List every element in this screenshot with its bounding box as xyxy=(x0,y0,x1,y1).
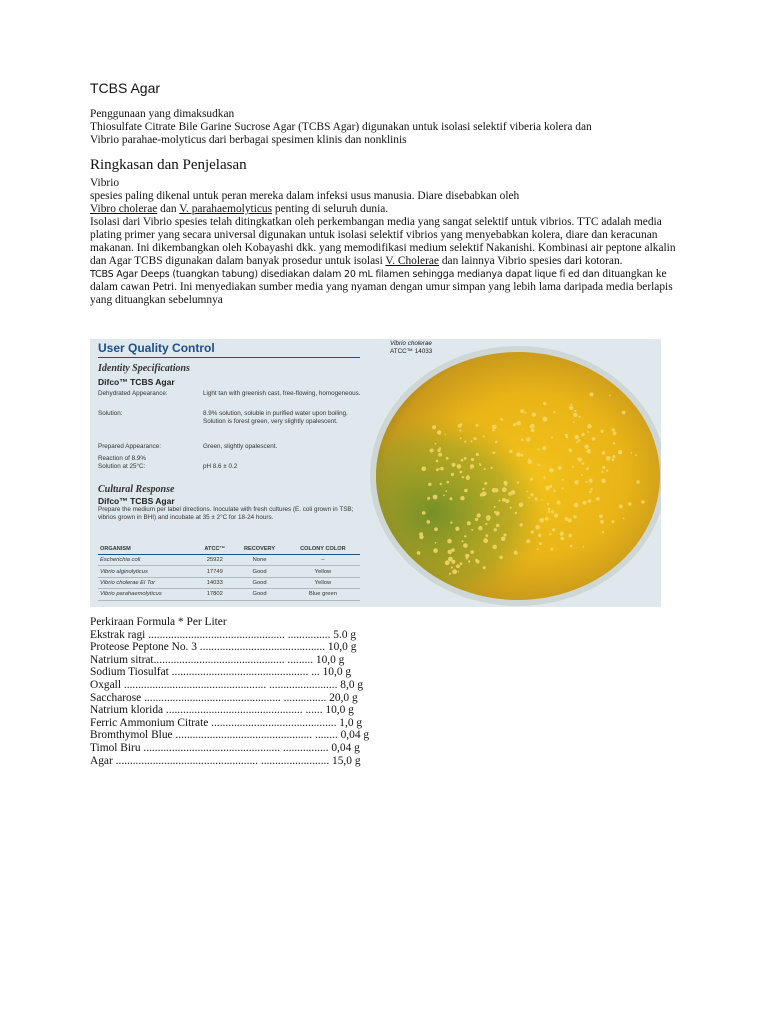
colony-dot xyxy=(464,489,468,493)
colony-dot xyxy=(460,423,463,426)
cultural-product: Difco™ TCBS Agar xyxy=(98,496,175,506)
colony-dot xyxy=(451,548,455,552)
spec-value: Light tan with greenish cast, free-flowing, homogeneous. xyxy=(203,390,361,397)
colony-dot xyxy=(560,532,564,536)
colony-dot xyxy=(537,548,539,550)
colony-dot xyxy=(436,460,439,463)
colony-dot xyxy=(612,428,615,431)
colony-dot xyxy=(464,441,466,443)
colony-dot xyxy=(494,506,496,508)
colony-dot xyxy=(451,566,453,568)
colony-dot xyxy=(479,463,481,465)
colony-dot xyxy=(530,424,534,428)
paragraph-3-head: TCBS Agar Deeps (tuangkan tabung) disediakan dalam 20 mL filamen sehingga medianya dapat lique fi ed dan xyxy=(90,269,600,280)
colony-dot xyxy=(585,445,589,449)
colony-dot xyxy=(531,530,534,533)
colony-dot xyxy=(543,476,545,478)
colony-dot xyxy=(477,513,481,517)
colony-dot xyxy=(592,437,596,441)
colony-dot xyxy=(526,539,530,543)
colony-dot xyxy=(600,520,604,524)
colony-dot xyxy=(430,449,434,453)
colony-dot xyxy=(611,458,614,461)
colony-dot xyxy=(516,452,521,457)
colony-dot xyxy=(422,511,426,515)
colony-dot xyxy=(630,452,632,454)
colony-dot xyxy=(443,495,445,497)
quality-control-figure xyxy=(90,339,661,607)
col-organism: ORGANISM xyxy=(98,544,196,555)
formula-line: Agar .................................................. ........................ 15,0 g xyxy=(90,754,361,767)
colony-dot xyxy=(433,495,438,500)
colony-dot xyxy=(457,464,462,469)
colony-dot xyxy=(475,559,478,562)
colony-dot xyxy=(521,454,524,457)
colony-dot xyxy=(551,437,553,439)
colony-dot xyxy=(550,548,553,551)
colony-dot xyxy=(463,543,468,548)
colony-dot xyxy=(601,471,603,473)
colony-dot xyxy=(562,479,564,481)
colony-dot xyxy=(596,497,600,501)
colony-dot xyxy=(519,503,524,508)
colony-dot xyxy=(618,450,622,454)
colony-dot xyxy=(505,499,509,503)
dish-atcc-label: ATCC™ 14033 xyxy=(390,347,433,355)
colony-dot xyxy=(485,534,488,537)
colony-dot xyxy=(569,406,573,410)
colony-dot xyxy=(471,529,473,531)
formula-line: Ferric Ammonium Citrate ............................................ 1,0 g xyxy=(90,716,363,729)
colony-dot xyxy=(417,551,421,555)
colony-dot xyxy=(622,411,626,415)
colony-dot xyxy=(493,452,496,455)
colony-dot xyxy=(492,545,497,550)
colony-dot xyxy=(531,493,534,496)
colony-dot xyxy=(464,457,467,460)
identity-heading: Identity Specifications xyxy=(98,363,190,374)
vibrio-label: Vibrio xyxy=(90,177,120,189)
colony-dot xyxy=(440,467,444,471)
colony-dot xyxy=(606,456,611,461)
colony-dot xyxy=(602,451,605,454)
organism-table xyxy=(98,544,360,601)
colony-dot xyxy=(435,542,437,544)
colony-dot xyxy=(427,497,430,500)
colony-dot xyxy=(502,498,506,502)
link-v-parahaemolyticus[interactable]: V. parahaemolyticus xyxy=(179,203,273,215)
spec-label: Dehydrated Appearance: xyxy=(98,390,168,397)
colony-dot xyxy=(520,523,523,526)
table-row: Escherichia coli 25922 None – xyxy=(98,555,360,566)
colony-dot xyxy=(447,539,452,544)
colony-dot xyxy=(502,487,507,492)
table-row: Vibrio cholerae El Tor 14033 Good Yellow xyxy=(98,577,360,588)
colony-dot xyxy=(530,478,533,481)
table-row: Vibrio parahaemolyticus 17802 Good Blue green xyxy=(98,589,360,600)
colony-dot xyxy=(508,492,512,496)
colony-dot xyxy=(609,395,611,397)
colony-dot xyxy=(539,465,541,467)
colony-dot xyxy=(447,481,450,484)
colony-dot xyxy=(601,479,606,484)
colony-dot xyxy=(419,535,423,539)
link-v-cholerae[interactable]: V. Cholerae xyxy=(385,255,439,267)
colony-dot xyxy=(439,447,441,449)
colony-dot xyxy=(452,569,457,574)
formula-heading: Perkiraan Formula * Per Liter xyxy=(90,616,227,628)
colony-dot xyxy=(528,458,530,460)
colony-dot xyxy=(434,527,438,531)
colony-dot xyxy=(528,497,530,499)
colony-dot xyxy=(513,423,516,426)
colony-dot xyxy=(531,428,535,432)
colony-dot xyxy=(458,571,460,573)
colony-dot xyxy=(549,468,554,473)
col-atcc: ATCC™ xyxy=(196,544,233,555)
dish-green-zone xyxy=(376,352,660,600)
colony-dot xyxy=(515,512,517,514)
colony-dot xyxy=(462,540,464,542)
colony-dot xyxy=(490,467,492,469)
spec-label: Reaction of 8.9% Solution at 25°C: xyxy=(98,455,146,470)
colony-dot xyxy=(436,468,439,471)
spec-value: pH 8.6 ± 0.2 xyxy=(203,463,238,470)
colony-dot xyxy=(509,450,512,453)
colony-dot xyxy=(606,469,608,471)
colony-dot xyxy=(458,565,460,567)
colony-dot xyxy=(582,501,586,505)
colony-dot xyxy=(445,560,450,565)
colony-dot xyxy=(459,429,461,431)
formula-line: Natrium klorida ................................................ ...... 10,0 g xyxy=(90,704,354,717)
colony-dot xyxy=(574,503,579,508)
col-colony-color: COLONY COLOR xyxy=(286,544,360,555)
colony-dot xyxy=(635,454,637,456)
formula-line: Timol Biru ................................................ ................ 0,04 g xyxy=(90,741,360,754)
colony-dot xyxy=(589,392,593,396)
colony-dot xyxy=(467,521,471,525)
colony-dot xyxy=(459,471,462,474)
colony-dot xyxy=(520,409,524,413)
paragraph-2: Isolasi dari Vibrio spesies telah ditingkatkan oleh perkembangan media yang sangat selektif untuk vibrios. TTC adalah media plating primer yang secara universal digunakan untuk isolasi selektif vibrios yang menyebabkan kolera, diare dan keracunan makanan. Ini dikembangkan oleh Kobayashi dkk. yang memodifikasi medium selektif Nakanishi. Kombinasi air peptone alkalin dan Agar TCBS digunakan dalam banyak prosedur untuk isolasi V. Cholerae dan lainnya Vibrio spesies dari kotoran. xyxy=(90,216,676,267)
colony-dot xyxy=(504,481,508,485)
link-vibro-cholerae[interactable]: Vibro cholerae xyxy=(90,203,158,215)
colony-dot xyxy=(542,446,546,450)
colony-dot xyxy=(623,518,625,520)
colony-dot xyxy=(517,481,519,483)
intro-line-1: Thiosulfate Citrate Bile Garine Sucrose Agar (TCBS Agar) digunakan untuk isolasi selektif viberia kolera dan xyxy=(90,121,592,133)
colony-dot xyxy=(504,534,507,537)
colony-dot xyxy=(427,520,431,524)
formula-line: Proteose Peptone No. 3 ............................................ 10,0 g xyxy=(90,641,357,654)
colony-dot xyxy=(432,425,436,429)
colony-dot xyxy=(510,507,512,509)
colony-dot xyxy=(438,453,442,457)
colony-dot xyxy=(451,473,454,476)
colony-dot xyxy=(449,573,451,575)
colony-dot xyxy=(573,421,575,423)
formula-line: Oxgall .................................................. ........................ 8,0 g xyxy=(90,678,364,691)
colony-dot xyxy=(464,535,466,537)
spec-label: Prepared Appearance: xyxy=(98,443,162,450)
spec-label: Solution: xyxy=(98,410,123,417)
colony-dot xyxy=(422,466,427,471)
formula-line: Bromthymol Blue ................................................ ........ 0,04 g xyxy=(90,729,370,742)
colony-dot xyxy=(526,437,531,442)
colony-dot xyxy=(589,491,592,494)
paragraph-3 xyxy=(90,268,680,307)
colony-dot xyxy=(568,534,572,538)
colony-dot xyxy=(476,453,479,456)
dish-organism-label: Vibrio cholerae xyxy=(390,340,432,347)
colony-dot xyxy=(465,554,469,558)
colony-dot xyxy=(444,434,446,436)
colony-dot xyxy=(496,524,500,528)
paragraph-1b: Vibro cholerae dan V. parahaemolyticus penting di seluruh dunia. xyxy=(90,203,389,215)
colony-dot xyxy=(468,560,470,562)
colony-dot xyxy=(460,496,464,500)
qc-title: User Quality Control xyxy=(98,341,215,355)
colony-dot xyxy=(569,449,573,453)
colony-dot xyxy=(450,497,453,500)
colony-dot xyxy=(483,566,486,569)
colony-dot xyxy=(546,486,550,490)
colony-dot xyxy=(492,488,497,493)
spec-row-dehydrated xyxy=(98,390,368,406)
colony-dot xyxy=(435,443,437,445)
colony-dot xyxy=(455,527,459,531)
colony-dot xyxy=(526,491,528,493)
colony-dot xyxy=(492,425,497,430)
colony-dot xyxy=(545,517,549,521)
colony-dot xyxy=(483,538,488,543)
colony-dot xyxy=(494,528,497,531)
colony-dot xyxy=(619,505,623,509)
formula-section xyxy=(90,616,680,767)
colony-dot xyxy=(500,418,503,421)
colony-dot xyxy=(476,424,479,427)
colony-dot xyxy=(599,514,603,518)
colony-dot xyxy=(587,449,591,453)
colony-dot xyxy=(577,458,579,460)
colony-dot xyxy=(535,497,538,500)
colony-dot xyxy=(475,518,478,521)
colony-dot xyxy=(516,422,519,425)
colony-dot xyxy=(574,410,576,412)
intro-line-2: Vibrio parahae-molyticus dari berbagai spesimen klinis dan nonklinis xyxy=(90,134,407,146)
summary-body xyxy=(90,177,680,307)
colony-dot xyxy=(538,534,541,537)
colony-dot xyxy=(576,441,578,443)
colony-dot xyxy=(535,525,540,530)
formula-line: Saccharose ................................................ ............... 20,0 g xyxy=(90,691,358,704)
colony-dot xyxy=(583,546,585,548)
table-row: Vibrio alginolyticus 17749 Good Yellow xyxy=(98,566,360,577)
colony-dot xyxy=(433,548,438,553)
colony-dot xyxy=(539,518,544,523)
colony-dot xyxy=(470,440,472,442)
table-header-row xyxy=(98,544,360,555)
colony-dot xyxy=(446,457,449,460)
colony-dot xyxy=(573,413,577,417)
colony-dot xyxy=(565,434,568,437)
colony-dot xyxy=(585,481,587,483)
colony-dot xyxy=(483,436,485,438)
colony-dot xyxy=(460,562,463,565)
colony-dot xyxy=(498,500,500,502)
colony-dot xyxy=(602,466,605,469)
colony-dot xyxy=(521,439,524,442)
colony-dot xyxy=(428,483,431,486)
colony-dot xyxy=(541,499,543,501)
colony-dot xyxy=(602,531,604,533)
colony-dot xyxy=(473,437,476,440)
colony-dot xyxy=(547,503,549,505)
colony-dot xyxy=(579,416,581,418)
colony-dot xyxy=(470,464,474,468)
colony-dot xyxy=(440,483,442,485)
colony-dot xyxy=(461,459,464,462)
colony-dot xyxy=(587,431,589,433)
colony-dot xyxy=(484,468,486,470)
colony-dot xyxy=(548,511,550,513)
colony-dot xyxy=(612,455,615,458)
spec-value: Green, slightly opalescent. xyxy=(203,443,278,450)
colony-dot xyxy=(578,439,581,442)
colony-dot xyxy=(450,521,452,523)
colony-dot xyxy=(495,441,498,444)
paragraph-1: spesies paling dikenal untuk peran mereka dalam infeksi usus manusia. Diare disebabkan oleh xyxy=(90,190,520,202)
colony-dot xyxy=(469,523,471,525)
colony-dot xyxy=(482,488,484,490)
colony-dot xyxy=(452,463,456,467)
colony-dot xyxy=(611,520,614,523)
colony-dot xyxy=(548,508,551,511)
colony-dot xyxy=(471,458,474,461)
colony-dot xyxy=(532,413,536,417)
colony-dot xyxy=(552,528,555,531)
colony-dot xyxy=(587,424,592,429)
colony-dot xyxy=(562,488,564,490)
colony-dot xyxy=(467,475,469,477)
colony-dot xyxy=(641,500,644,503)
colony-dot xyxy=(582,462,585,465)
qc-divider xyxy=(98,357,360,358)
colony-dot xyxy=(570,404,572,406)
intro-section xyxy=(90,108,680,147)
cultural-heading: Cultural Response xyxy=(98,484,175,495)
colony-dot xyxy=(499,556,502,559)
colony-dot xyxy=(514,551,518,555)
colony-dot xyxy=(572,466,574,468)
spec-value: 8.9% solution, soluble in purified water upon boiling. Solution is forest green, very slightly opalescent. xyxy=(203,410,348,425)
colony-dot xyxy=(581,474,583,476)
colony-dot xyxy=(438,468,440,470)
formula-line: Sodium Tiosulfat ................................................ ... 10,0 g xyxy=(90,666,352,679)
identity-product: Difco™ TCBS Agar xyxy=(98,377,175,387)
colony-dot xyxy=(437,430,441,434)
colony-dot xyxy=(613,431,617,435)
colony-dot xyxy=(590,488,592,490)
section-heading: Ringkasan dan Penjelasan xyxy=(90,157,247,173)
colony-dot xyxy=(636,480,639,483)
colony-dot xyxy=(575,435,579,439)
colony-dot xyxy=(542,417,547,422)
cultural-text: Prepare the medium per label directions. Inoculate with fresh cultures (E. coli grown in TSB; vibrios grown in BHI) and incubate at 35 ± 2°C for 18-24 hours. xyxy=(98,506,354,521)
colony-dot xyxy=(543,402,546,405)
dish-label xyxy=(390,340,432,355)
spec-row-prepared xyxy=(98,443,368,453)
colony-dot xyxy=(551,510,554,513)
colony-dot xyxy=(561,537,565,541)
colony-dot xyxy=(557,500,561,504)
colony-dot xyxy=(528,459,533,464)
colony-dot xyxy=(601,430,604,433)
col-recovery: RECOVERY xyxy=(233,544,286,555)
formula-line: Natrium sitrat.............................................. ......... 10,0 g xyxy=(90,653,345,666)
petri-dish-photo xyxy=(370,339,661,607)
spec-row-solution xyxy=(98,410,368,436)
colony-dot xyxy=(460,437,462,439)
colony-dot xyxy=(554,513,558,517)
colony-dot xyxy=(492,429,494,431)
colony-dot xyxy=(524,412,526,414)
paragraph-3-rest: dituangkan ke dalam cawan Petri. Ini menyediakan sumber media yang nyaman dengan umur simpan yang lebih lama daripada media berlapis yang dituangkan sebelumnya xyxy=(90,268,673,306)
colony-dot xyxy=(553,490,556,493)
colony-dot xyxy=(539,542,542,545)
colony-dot xyxy=(573,515,576,518)
colony-dot xyxy=(570,545,573,548)
intro-heading: Penggunaan yang dimaksudkan xyxy=(90,108,235,120)
colony-dot xyxy=(586,467,589,470)
formula-line: Ekstrak ragi ................................................ ............... 5.0 g xyxy=(90,628,357,641)
colony-dot xyxy=(558,466,562,470)
colony-dot xyxy=(501,537,506,542)
colony-dot xyxy=(628,502,632,506)
colony-dot xyxy=(588,499,591,502)
colony-dot xyxy=(445,490,447,492)
colony-dot xyxy=(478,526,482,530)
colony-dot xyxy=(568,519,572,523)
page-title: TCBS Agar xyxy=(90,80,161,96)
colony-dot xyxy=(613,442,616,445)
colony-dot xyxy=(549,533,551,535)
colony-dot xyxy=(553,411,555,413)
colony-dot xyxy=(589,479,593,483)
colony-dot xyxy=(484,482,487,485)
colony-dot xyxy=(538,448,540,450)
colony-dot xyxy=(485,523,487,525)
spec-row-reaction xyxy=(98,455,368,473)
colony-dot xyxy=(486,517,490,521)
colony-dot xyxy=(574,480,578,484)
colony-dot xyxy=(470,550,474,554)
colony-dot xyxy=(495,511,499,515)
colony-dot xyxy=(581,433,584,436)
colony-dot xyxy=(448,557,453,562)
colony-dot xyxy=(462,476,464,478)
colony-dot xyxy=(481,492,486,497)
